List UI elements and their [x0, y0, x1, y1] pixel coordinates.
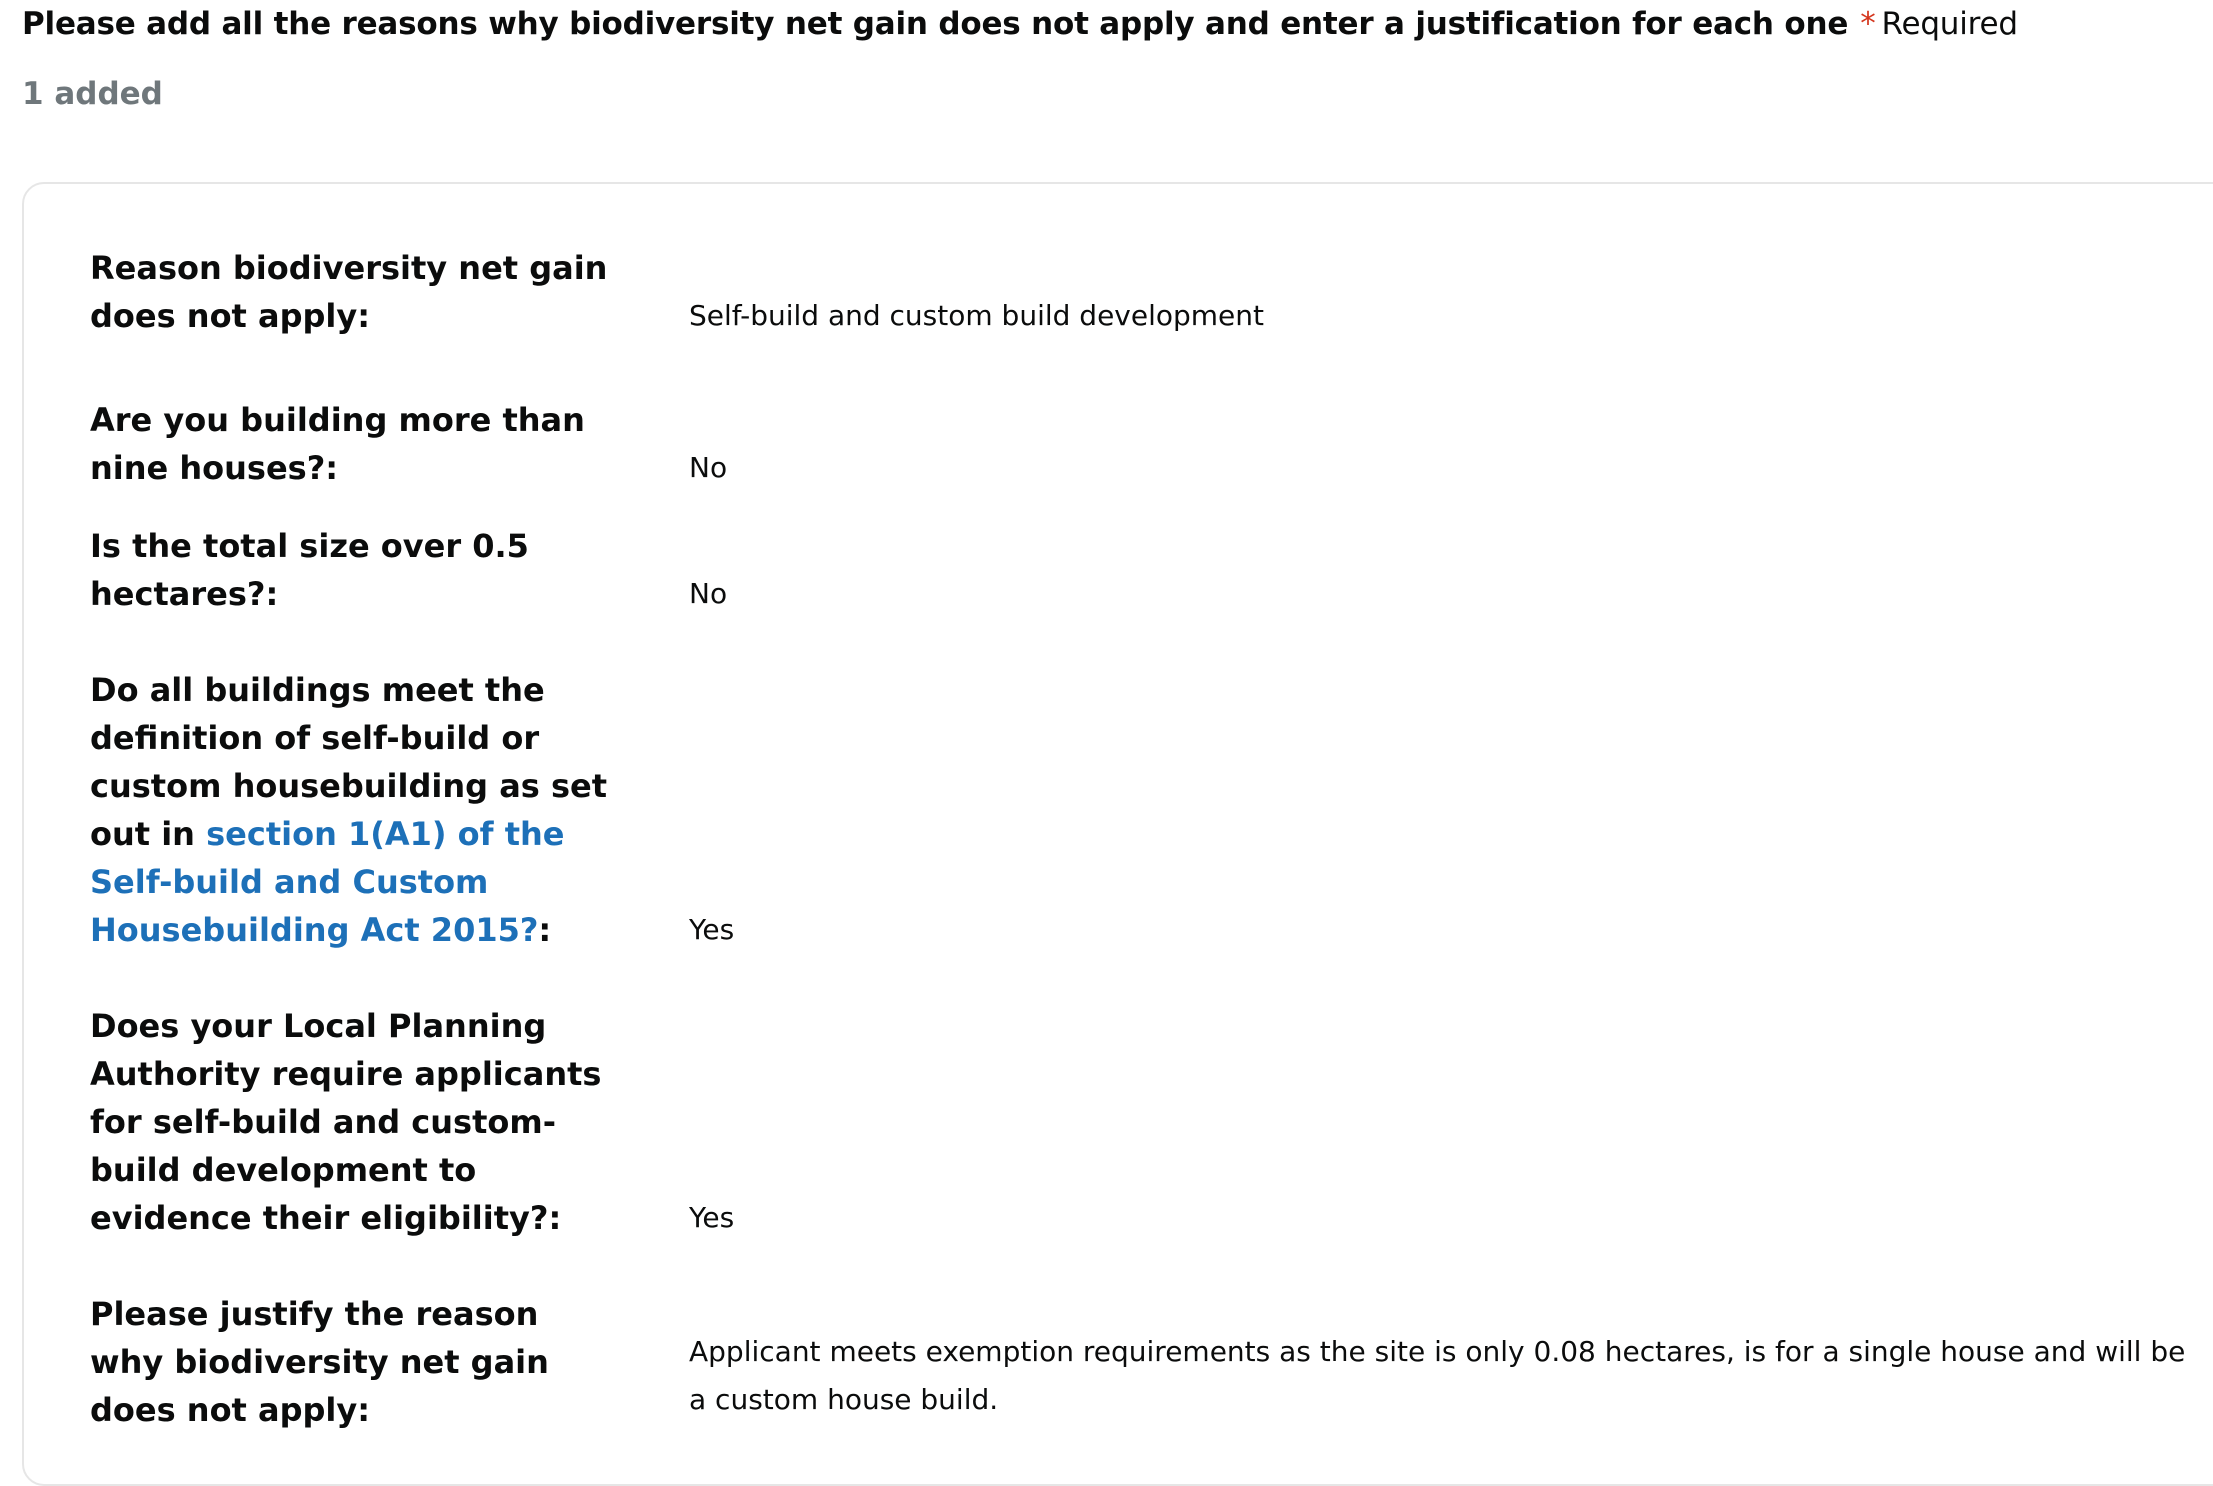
question-text: Please add all the reasons why biodiversity net gain does not apply and enter a justification for each one — [22, 6, 1849, 42]
summary-key-text: Do all buildings meet the definition of self-build or custom housebuilding as set out in — [90, 671, 608, 853]
required-asterisk: * — [1860, 6, 1876, 42]
summary-key — [90, 666, 610, 954]
question-label — [22, 2, 2018, 46]
summary-value: Yes — [689, 1201, 735, 1234]
self-build-act-link[interactable]: section 1(A1) of the Self-build and Custom Housebuilding Act 2015? — [90, 815, 565, 949]
summary-key: Are you building more than nine houses?: — [90, 401, 585, 487]
summary-key: Is the total size over 0.5 hectares?: — [90, 527, 529, 613]
summary-value: No — [689, 577, 728, 610]
summary-value: No — [689, 451, 728, 484]
summary-key: Does your Local Planning Authority require applicants for self-build and custom-build development to evidence their eligibility?: — [90, 1007, 602, 1237]
added-count: 1 added — [22, 76, 163, 112]
summary-value: Yes — [689, 913, 735, 946]
summary-key: Reason biodiversity net gain does not apply: — [90, 249, 608, 335]
summary-key-suffix: : — [538, 911, 552, 949]
summary-value: Applicant meets exemption requirements as the site is only 0.08 hectares, is for a single house and will be a custom house build. — [689, 1335, 2186, 1416]
summary-value: Self-build and custom build development — [689, 299, 1265, 332]
summary-card — [22, 182, 2213, 1486]
required-text: Required — [1881, 6, 2018, 42]
summary-key: Please justify the reason why biodiversity net gain does not apply: — [90, 1295, 549, 1429]
